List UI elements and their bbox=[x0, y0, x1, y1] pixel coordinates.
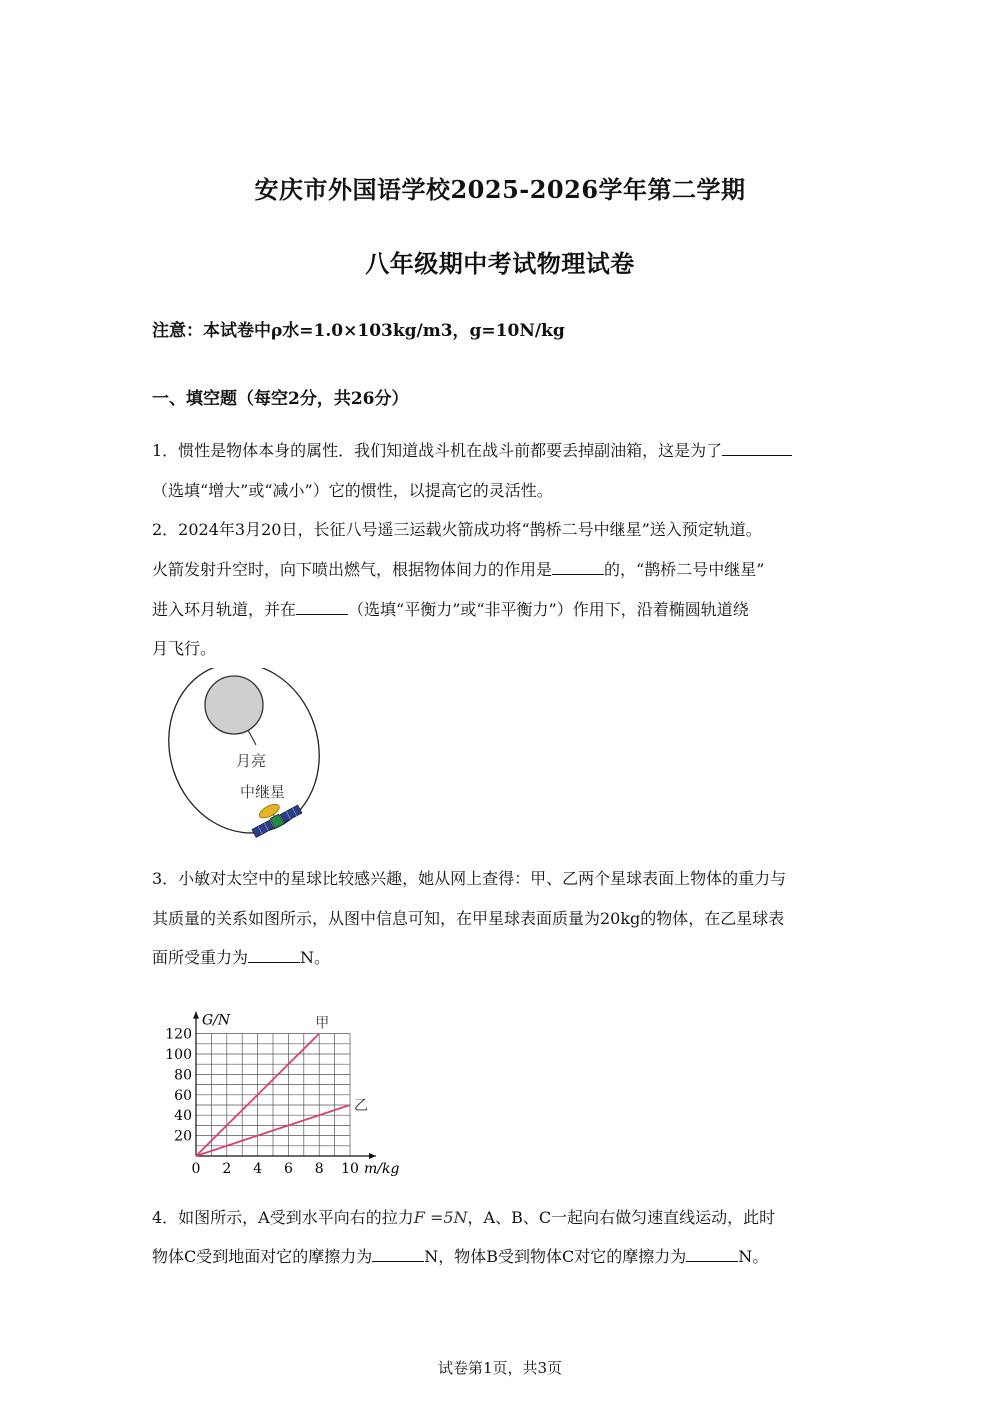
q4-answer-blank-1[interactable] bbox=[372, 1247, 424, 1262]
q3-text-a: 面所受重力为 bbox=[152, 948, 249, 967]
q1-answer-blank[interactable] bbox=[722, 441, 792, 456]
series-label: 甲 bbox=[315, 1015, 330, 1032]
q2-line4: 月飞行。 bbox=[152, 639, 217, 658]
exam-note: 注意：本试卷中ρ水=1.0×103kg/m3，g=10N/kg bbox=[152, 321, 565, 341]
y-axis-arrow bbox=[193, 1012, 199, 1019]
q4-text-b: ，A、B、C一起向右做匀速直线运动，此时 bbox=[467, 1208, 776, 1227]
moon-orbit-figure bbox=[160, 668, 330, 843]
q2-text-d: （选填“平衡力”或“非平衡力”）作用下，沿着椭圆轨道绕 bbox=[348, 600, 749, 619]
gravity-mass-chart bbox=[160, 980, 410, 1180]
moon-pointer-line bbox=[248, 730, 256, 745]
q3-line1: 3．小敏对太空中的星球比较感兴趣，她从网上查得：甲、乙两个星球表面上物体的重力与 bbox=[152, 869, 787, 888]
q4-line1 bbox=[152, 1205, 775, 1228]
q2-answer-blank-1[interactable] bbox=[552, 560, 604, 575]
y-tick-label: 20 bbox=[174, 1128, 192, 1145]
q4-text-e: N。 bbox=[738, 1247, 769, 1266]
section-heading-fill-blank: 一、填空题（每空2分，共26分） bbox=[152, 389, 409, 409]
q2-line2 bbox=[152, 557, 764, 580]
x-tick-label: 8 bbox=[314, 1161, 324, 1177]
x-axis-label: m/kg bbox=[364, 1161, 400, 1177]
x-axis-arrow bbox=[369, 1153, 376, 1159]
x-tick-label: 4 bbox=[253, 1161, 263, 1177]
relay-satellite-label: 中继星 bbox=[240, 783, 286, 801]
x-tick-label: 2 bbox=[222, 1161, 232, 1177]
moon-circle bbox=[205, 676, 263, 734]
y-tick-label: 80 bbox=[174, 1067, 192, 1084]
q4-text-d: N，物体B受到物体C对它的摩擦力为 bbox=[424, 1247, 687, 1266]
x-tick-label: 0 bbox=[191, 1161, 201, 1177]
y-tick-label: 40 bbox=[174, 1108, 192, 1125]
y-tick-label: 120 bbox=[165, 1026, 192, 1043]
q2-text-a: 火箭发射升空时，向下喷出燃气，根据物体间力的作用是 bbox=[152, 560, 553, 579]
q2-line3 bbox=[152, 597, 749, 620]
q4-line2 bbox=[152, 1244, 768, 1267]
x-tick-label: 6 bbox=[283, 1161, 293, 1177]
q1-text: 1．惯性是物体本身的属性．我们知道战斗机在战斗前都要丢掉副油箱，这是为了 bbox=[152, 441, 723, 460]
moon-label: 月亮 bbox=[236, 752, 267, 770]
q3-text-b: N。 bbox=[300, 948, 331, 967]
q3-line3 bbox=[152, 945, 330, 968]
page-footer: 试卷第1页，共3页 bbox=[437, 1359, 563, 1377]
series-label: 乙 bbox=[354, 1098, 368, 1114]
q3-answer-blank[interactable] bbox=[248, 948, 300, 963]
y-axis-label: G/N bbox=[202, 1012, 231, 1029]
y-tick-label: 100 bbox=[165, 1047, 192, 1063]
q4-answer-blank-2[interactable] bbox=[686, 1247, 738, 1262]
exam-title-line2: 八年级期中考试物理试卷 bbox=[365, 249, 635, 278]
y-tick-label: 60 bbox=[174, 1087, 192, 1104]
q2-line1: 2．2024年3月20日，长征八号遥三运载火箭成功将“鹊桥二号中继星”送入预定轨道。 bbox=[152, 520, 762, 539]
q3-line2: 其质量的关系如图所示，从图中信息可知，在甲星球表面质量为20kg的物体，在乙星球表 bbox=[152, 909, 785, 928]
q1-line1 bbox=[152, 438, 792, 461]
exam-title-line1: 安庆市外国语学校2025-2026学年第二学期 bbox=[254, 175, 746, 204]
q2-answer-blank-2[interactable] bbox=[296, 600, 348, 615]
q1-line2: （选填“增大”或“减小”）它的惯性，以提高它的灵活性。 bbox=[152, 481, 553, 500]
q4-text-c: 物体C受到地面对它的摩擦力为 bbox=[152, 1247, 373, 1266]
q2-text-b: 的，“鹊桥二号中继星” bbox=[604, 560, 765, 579]
q4-text-a: 4．如图所示，A受到水平向右的拉力 bbox=[152, 1208, 414, 1227]
q4-force-formula: F =5N bbox=[413, 1208, 468, 1227]
q2-text-c: 进入环月轨道，并在 bbox=[152, 600, 297, 619]
x-tick-label: 10 bbox=[341, 1161, 359, 1177]
